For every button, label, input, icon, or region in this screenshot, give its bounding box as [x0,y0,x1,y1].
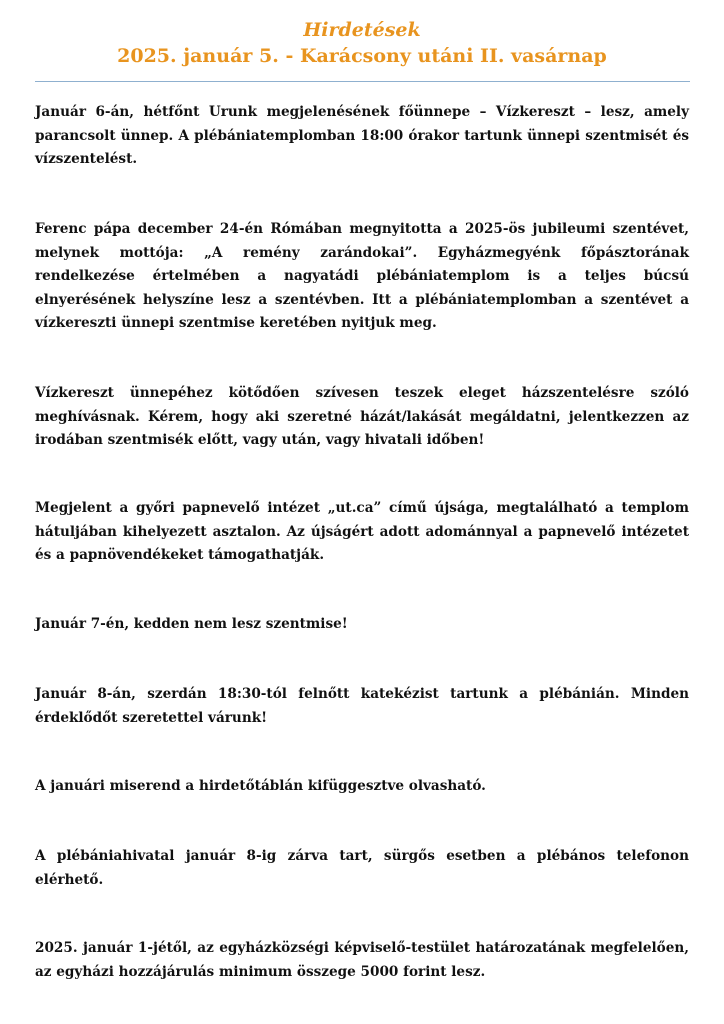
announcement-church-contribution: 2025. január 1-jétől, az egyházközségi képviselő-testület határozatának megfelelően, az egyházi hozzájárulás minimum összege 5000 forint lesz. [35,940,689,980]
announcement-mass-schedule: A januári miserend a hirdetőtáblán kifüggesztve olvasható. [35,778,486,794]
announcement-catechesis: Január 8-án, szerdán 18:30-tól felnőtt katekézist tartunk a plébánián. Minden érdeklődőt szeretettel várunk! [35,686,689,726]
announcement-newspaper: Megjelent a győri papnevelő intézet „ut.ca” című újsága, megtalálható a templom hátuljában kihelyezett asztalon. Az újságért adott adománnyal a papnevelő intézetet és a papnövendékeket támogathatják. [35,500,689,563]
announcement-jubilee: Ferenc pápa december 24-én Rómában megnyitotta a 2025-ös jubileumi szentévet, melynek mottója: „A remény zarándokai”. Egyházmegyénk főpásztorának rendelkezése értelmében a nagyatádi plébániatemplom is a teljes búcsú elnyerésének helyszíne lesz a szentévben. Itt a plébániatemplomban a szentévet a vízkereszti ünnepi szentmise keretében nyitjuk meg. [35,221,689,331]
announcement-epiphany: Január 6-án, hétfőnt Urunk megjelenésének főünnepe – Vízkereszt – lesz, amely parancsolt ünnep. A plébániatemplomban 18:00 órakor tartunk ünnepi szentmisét és vízszentelést. [35,104,689,167]
announcement-house-blessing: Vízkereszt ünnepéhez kötődően szívesen teszek eleget házszentelésre szóló meghívásnak. Kérem, hogy aki szeretné házát/lakását megáldatni, jelentkezzen az irodában szentmisék előtt, vagy után, vagy hivatali időben! [35,385,689,448]
header-divider [35,81,690,82]
announcement-office-closed: A plébániahivatal január 8-ig zárva tart, sürgős esetben a plébános telefonon elérhető. [35,848,689,888]
announcement-no-mass: Január 7-én, kedden nem lesz szentmise! [35,616,348,632]
page-title: Hirdetések [303,19,421,41]
page-subtitle: 2025. január 5. - Karácsony utáni II. vasárnap [117,45,607,67]
page-header [0,18,724,69]
